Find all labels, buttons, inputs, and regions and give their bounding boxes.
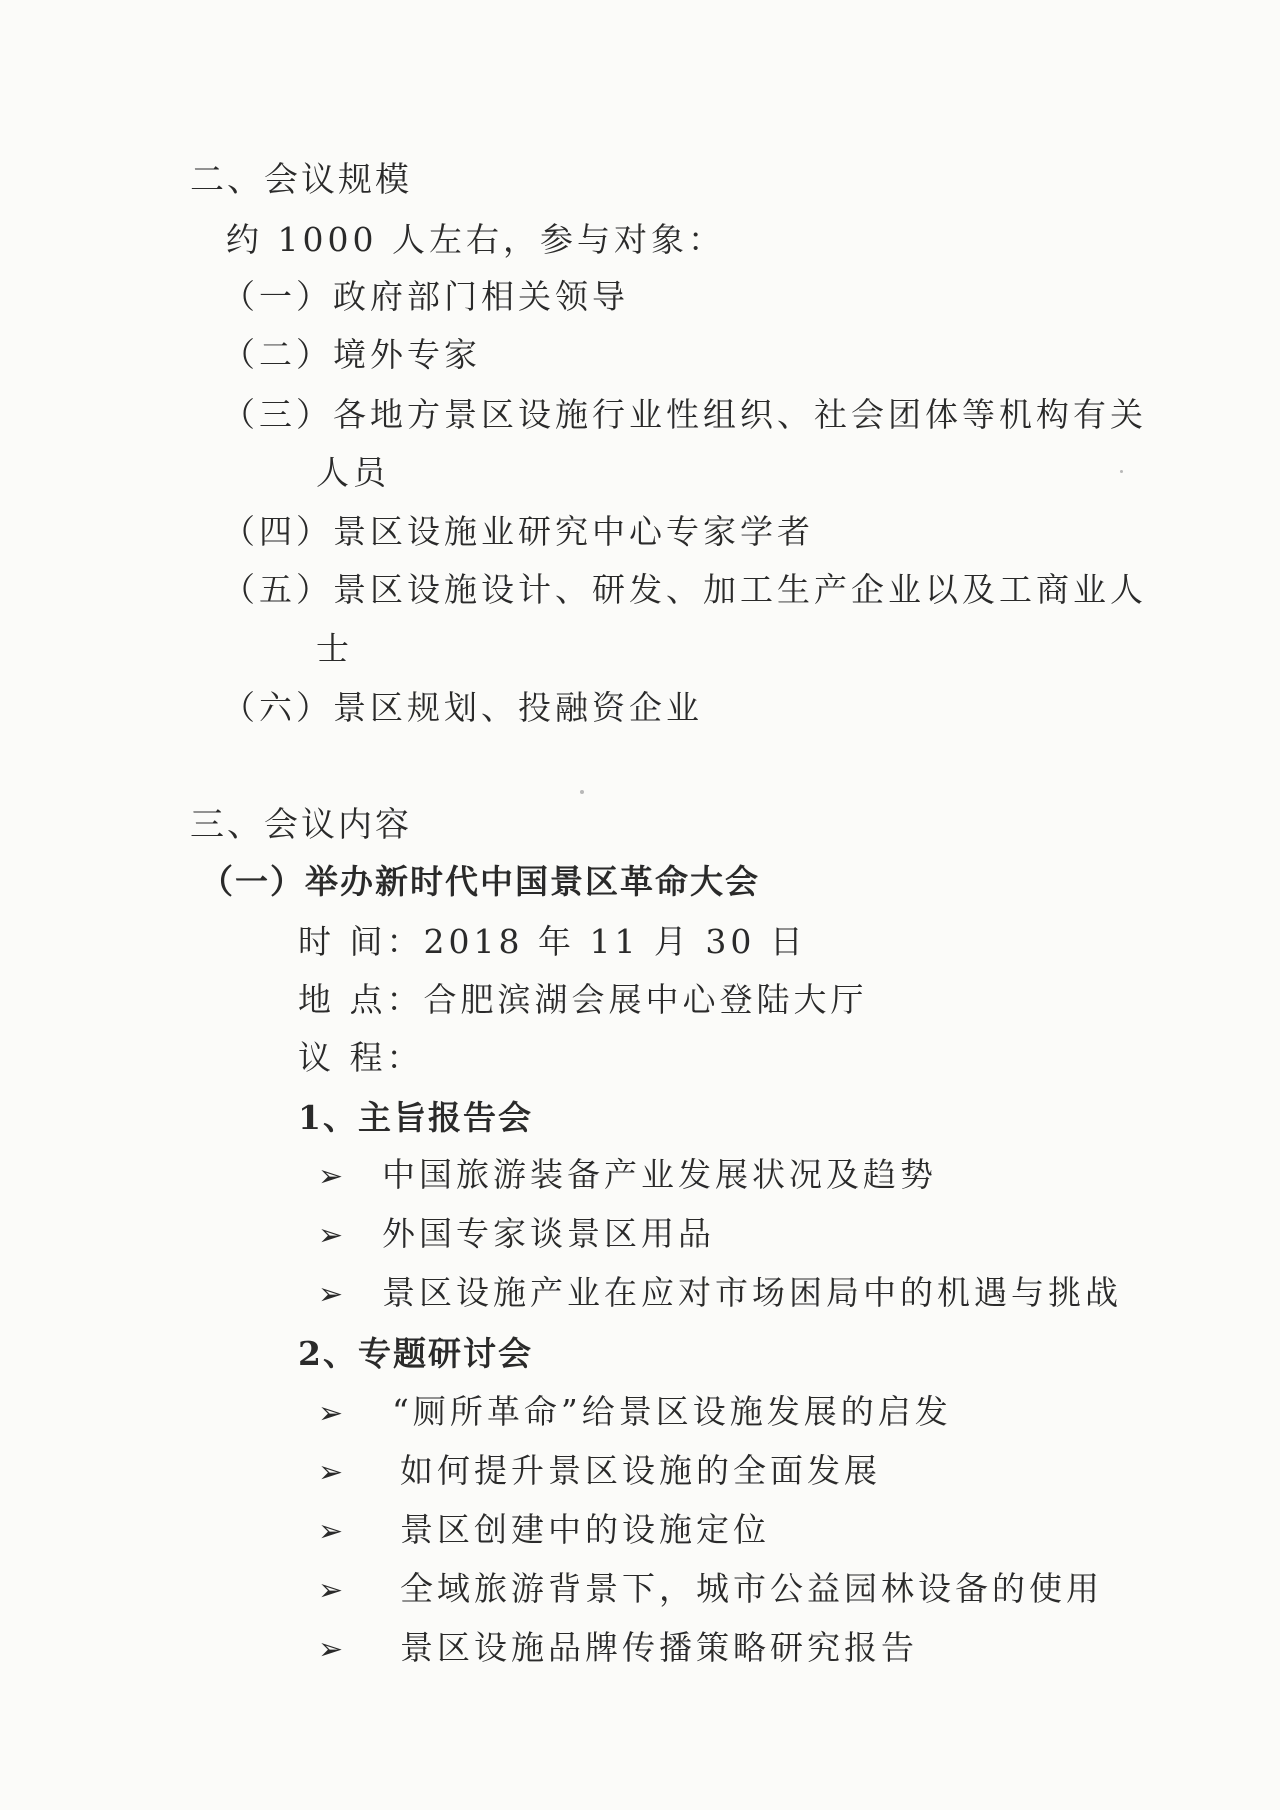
meeting-agenda-label: 议 程： <box>298 1038 424 1077</box>
meeting-time: 时 间：2018 年 11 月 30 日 <box>298 922 807 961</box>
section2-item-2: （二）境外专家 <box>222 335 481 374</box>
scan-speck <box>580 790 584 794</box>
part2-bullet-5: 景区设施品牌传播策略研究报告 <box>400 1628 918 1667</box>
section2-item-1: （一）政府部门相关领导 <box>222 277 629 316</box>
section2-item-5-cont: 士 <box>316 629 353 668</box>
section2-item-3-cont: 人员 <box>316 453 390 492</box>
section3-heading: 三、会议内容 <box>190 805 412 845</box>
section2-heading: 二、会议规模 <box>190 160 412 200</box>
section2-intro: 约 1000 人左右，参与对象： <box>226 220 725 259</box>
arrow-bullet-icon: ➢ <box>318 1573 344 1608</box>
arrow-bullet-icon: ➢ <box>318 1514 344 1549</box>
section2-item-5: （五）景区设施设计、研发、加工生产企业以及工商业人 <box>222 570 1147 609</box>
part1-bullet-1: 中国旅游装备产业发展状况及趋势 <box>382 1155 937 1194</box>
part2-bullet-3: 景区创建中的设施定位 <box>400 1510 770 1549</box>
arrow-bullet-icon: ➢ <box>318 1455 344 1490</box>
part2-bullet-4: 全域旅游背景下，城市公益园林设备的使用 <box>400 1569 1103 1608</box>
part2-bullet-1: “厕所革命”给景区设施发展的启发 <box>392 1392 952 1431</box>
section2-item-6: （六）景区规划、投融资企业 <box>222 688 703 727</box>
part1-bullet-2: 外国专家谈景区用品 <box>382 1214 715 1253</box>
section2-item-3: （三）各地方景区设施行业性组织、社会团体等机构有关 <box>222 395 1147 434</box>
meeting-place: 地 点：合肥滨湖会展中心登陆大厅 <box>298 980 868 1019</box>
section2-item-4: （四）景区设施业研究中心专家学者 <box>222 512 814 551</box>
arrow-bullet-icon: ➢ <box>318 1218 344 1253</box>
section3-sub-heading: （一）举办新时代中国景区革命大会 <box>200 862 760 901</box>
arrow-bullet-icon: ➢ <box>318 1159 344 1194</box>
part1-title: 1、主旨报告会 <box>298 1098 533 1137</box>
scan-speck <box>1120 470 1123 473</box>
arrow-bullet-icon: ➢ <box>318 1396 344 1431</box>
part2-title: 2、专题研讨会 <box>298 1334 533 1373</box>
part2-bullet-2: 如何提升景区设施的全面发展 <box>400 1451 881 1490</box>
arrow-bullet-icon: ➢ <box>318 1632 344 1667</box>
part1-bullet-3: 景区设施产业在应对市场困局中的机遇与挑战 <box>382 1273 1122 1312</box>
arrow-bullet-icon: ➢ <box>318 1277 344 1312</box>
